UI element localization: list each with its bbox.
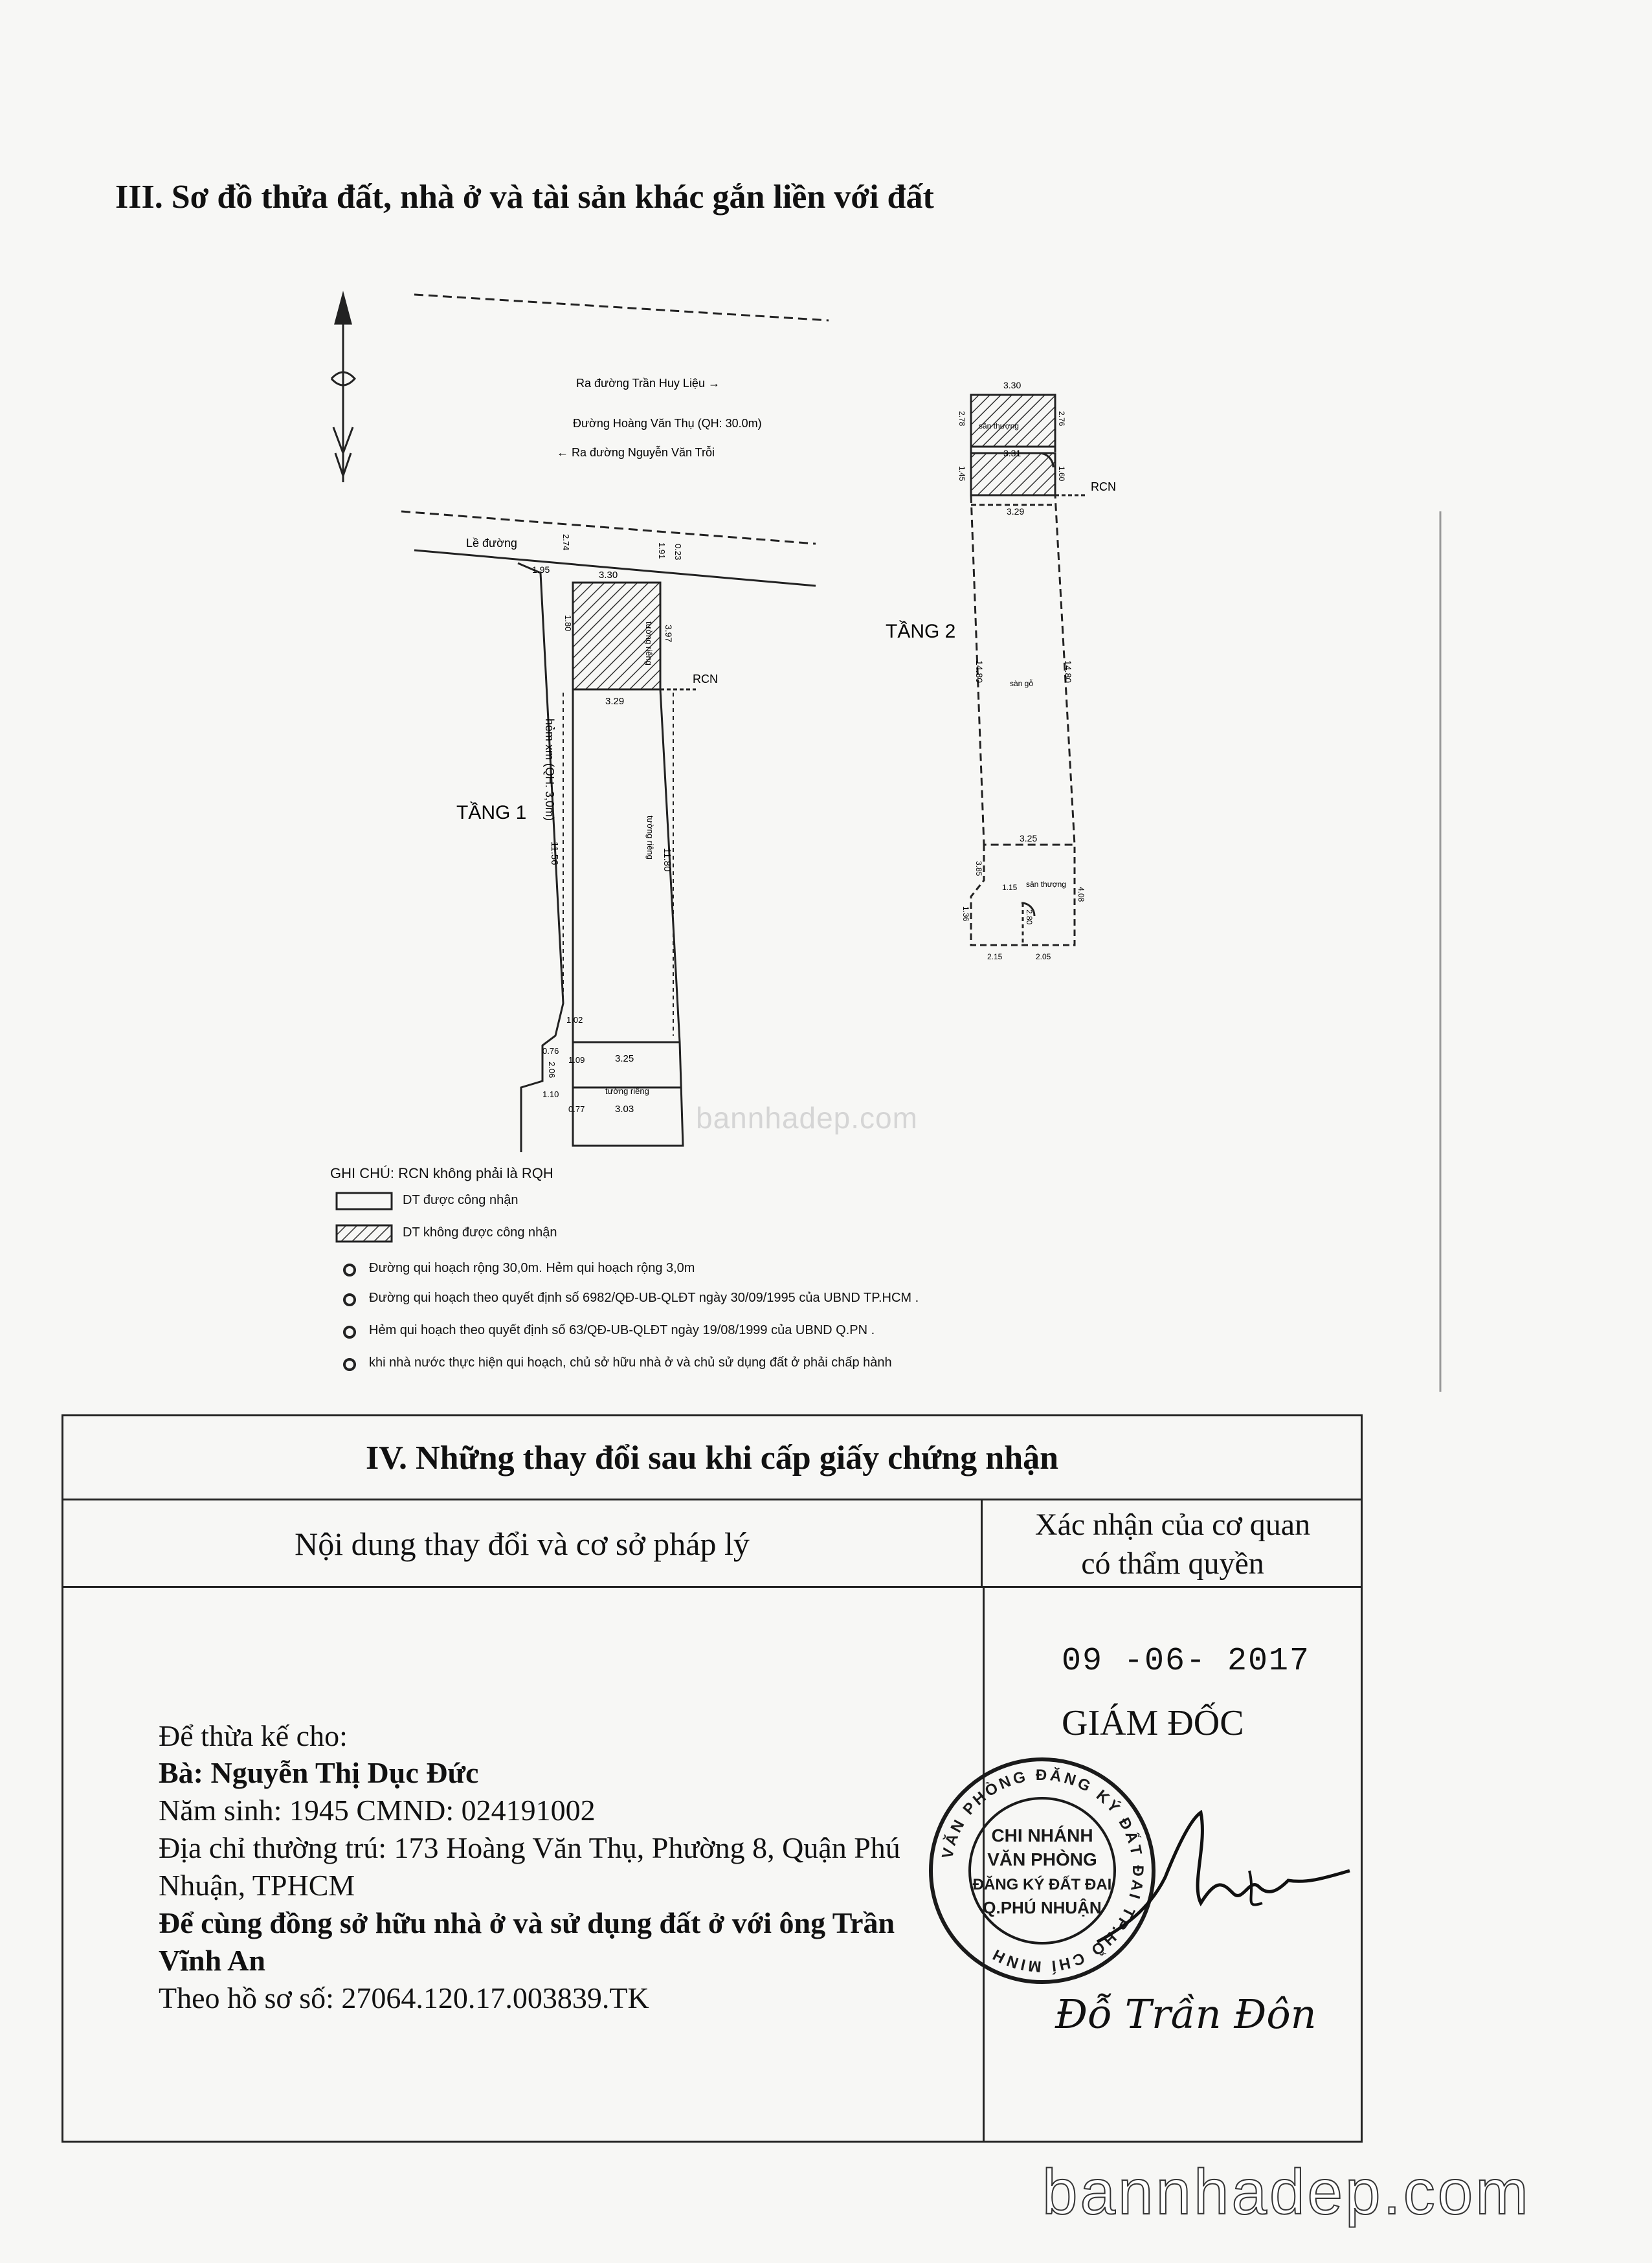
north-arrow-icon (331, 295, 355, 482)
legend-unrecognized-swatch (337, 1225, 392, 1242)
f2-low-left: 3.85 (974, 861, 983, 876)
note-bullet-4: khi nhà nước thực hiện qui hoạch, chủ sở hữu nhà ở và chủ sử dụng đất ở phải chấp hành (369, 1355, 892, 1370)
f1-side-right-top: 3.97 (664, 625, 674, 643)
legend-unrecognized-label: DT không được công nhận (403, 1225, 557, 1240)
confirmation-header-line2: có thẩm quyền (1081, 1546, 1264, 1581)
f1-small-c: 1.02 (566, 1015, 583, 1025)
stamp-center-line3: ĐĂNG KÝ ĐẤT ĐAI (972, 1876, 1112, 1893)
confirmation-date: 09 -06- 2017 (1062, 1643, 1311, 1680)
notes-title: GHI CHÚ: RCN không phải là RQH (330, 1165, 553, 1181)
section3-title: III. Sơ đồ thửa đất, nhà ở và tài sản khác gắn liền với đất (115, 179, 934, 216)
signer-name: Đỗ Trần Đôn (1055, 1990, 1317, 2038)
f1-small-d: 0.76 (542, 1046, 559, 1056)
watermark-middle: bannhadep.com (696, 1101, 918, 1135)
note-bullet-3: Hẻm qui hoạch theo quyết định số 63/QĐ-UB-QLĐT ngày 19/08/1999 của UBND Q.PN . (369, 1323, 875, 1337)
f1-room-main: tường riêng (645, 816, 655, 860)
column-header-confirmation (983, 1500, 1363, 1588)
f2-main-room: sàn gỗ (1010, 679, 1034, 688)
f1-room-back: tường riêng (605, 1086, 649, 1096)
f1-small-e: 1.09 (568, 1055, 585, 1065)
confirmation-header-line1: Xác nhận của cơ quan (1034, 1508, 1311, 1542)
f2-top-width: 3.30 (1003, 380, 1021, 390)
f2-step: 1.15 (1002, 883, 1018, 892)
bullet-icon (344, 1359, 355, 1370)
entry-line-3: Năm sinh: 1945 CMND: 024191002 (159, 1794, 596, 1827)
f1-back-width: 3.25 (615, 1053, 634, 1064)
stamp-ring-textpath: VĂN PHÒNG ĐĂNG KÝ ĐẤT ĐAI TP.HỒ CHÍ MINH (939, 1766, 1147, 1976)
f2-ext-h: 1.36 (961, 906, 970, 922)
floor2-label: TẦNG 2 (886, 621, 956, 642)
entry-line-5: Nhuận, TPHCM (159, 1869, 355, 1902)
f2-sub-right: 1.60 (1057, 466, 1066, 482)
road-name: Đường Hoàng Văn Thụ (QH: 30.0m) (573, 417, 762, 430)
f2-bottom-width: 3.25 (1020, 833, 1038, 843)
road-edge-top (414, 295, 829, 320)
f1-sidewalk-right: 1.91 (657, 542, 667, 559)
section4-title: IV. Những thay đổi sau khi cấp giấy chứng nhận (63, 1416, 1361, 1500)
f1-sidewalk-left: 2.74 (561, 534, 571, 551)
f2-low-right: 4.08 (1077, 887, 1086, 902)
f2-top-left: 2.78 (957, 411, 966, 427)
floor1-label: TẦNG 1 (456, 802, 527, 823)
f1-small-g: 1.10 (542, 1089, 559, 1099)
road-direction-bottom: ← Ra đường Nguyễn Văn Trỗi (557, 446, 715, 459)
floor1-rcn-label: RCN (693, 673, 718, 686)
alley-label: hẻm xm (QH: 3,0m) (543, 719, 556, 821)
f1-small-b: 1.80 (563, 615, 573, 632)
legend-recognized-label: DT được công nhận (403, 1193, 519, 1207)
stamp-center-line2: VĂN PHÒNG (987, 1849, 1097, 1869)
f2-mid-width: 3.31 (1003, 448, 1021, 458)
sidewalk-label: Lề đường (466, 537, 517, 550)
note-bullet-1: Đường qui hoạch rộng 30,0m. Hẻm qui hoạch rộng 3,0m (369, 1261, 695, 1275)
director-title: GIÁM ĐỐC (1062, 1703, 1244, 1743)
entry-line-1: Để thừa kế cho: (159, 1719, 348, 1752)
f2-left-length: 14.80 (974, 660, 985, 684)
entry-line-2: Bà: Nguyễn Thị Dục Đức (159, 1756, 479, 1789)
f2-top-room: sân thượng (979, 421, 1019, 430)
entry-line-8: Theo hồ sơ số: 27064.120.17.003839.TK (159, 1981, 649, 2014)
column-header-content: Nội dung thay đổi và cơ sở pháp lý (63, 1500, 983, 1588)
f1-small-h: 0.77 (568, 1104, 585, 1114)
floor2-rcn-label: RCN (1091, 480, 1116, 493)
stamp-center-line4: Q.PHÚ NHUẬN (983, 1898, 1102, 1917)
f2-bottom-room: sân thượng (1026, 880, 1066, 889)
f2-ext-w2: 2.05 (1036, 952, 1051, 961)
stamp-center-line1: CHI NHÁNH (991, 1825, 1093, 1845)
watermark-bottom: bannhadep.com (1042, 2156, 1531, 2227)
bullet-icon (344, 1295, 355, 1305)
entry-line-6: Để cùng đồng sở hữu nhà ở và sử dụng đất ở với ông Trần (159, 1906, 895, 1939)
entry-line-4: Địa chỉ thường trú: 173 Hoàng Văn Thụ, Phường 8, Quận Phú (159, 1831, 900, 1864)
f2-top-right: 2.76 (1057, 411, 1066, 427)
f2-ext-w1: 2.15 (987, 952, 1003, 961)
f2-sub-left: 1.45 (957, 466, 966, 482)
f2-ext-mid: 2.80 (1025, 909, 1034, 925)
f1-room-front: tường riêng (644, 621, 654, 665)
f1-small-f: 2.06 (547, 1062, 557, 1078)
road-edge-bottom (401, 511, 816, 544)
f1-rear-width: 3.03 (615, 1104, 634, 1115)
f2-right-length: 14.80 (1063, 660, 1073, 684)
f1-length-right: 11.80 (662, 848, 673, 872)
entry-line-7: Vĩnh An (159, 1944, 265, 1977)
f2-rcn-width: 3.29 (1007, 506, 1025, 517)
legend-recognized-swatch (337, 1193, 392, 1209)
road-direction-top: Ra đường Trần Huy Liệu → (576, 377, 720, 390)
bullet-icon (344, 1265, 355, 1275)
f1-length-left: 11.56 (549, 842, 560, 865)
f1-small-a: 0.23 (673, 544, 683, 561)
signature-icon (1094, 1806, 1353, 1955)
note-bullet-2: Đường qui hoạch theo quyết định số 6982/QĐ-UB-QLĐT ngày 30/09/1995 của UBND TP.HCM . (369, 1291, 919, 1305)
f1-rcn-width: 3.29 (605, 696, 625, 707)
bullet-icon (344, 1327, 355, 1337)
f1-front-width: 3.30 (599, 570, 618, 581)
f1-side-left-top: 1.95 (532, 564, 550, 575)
